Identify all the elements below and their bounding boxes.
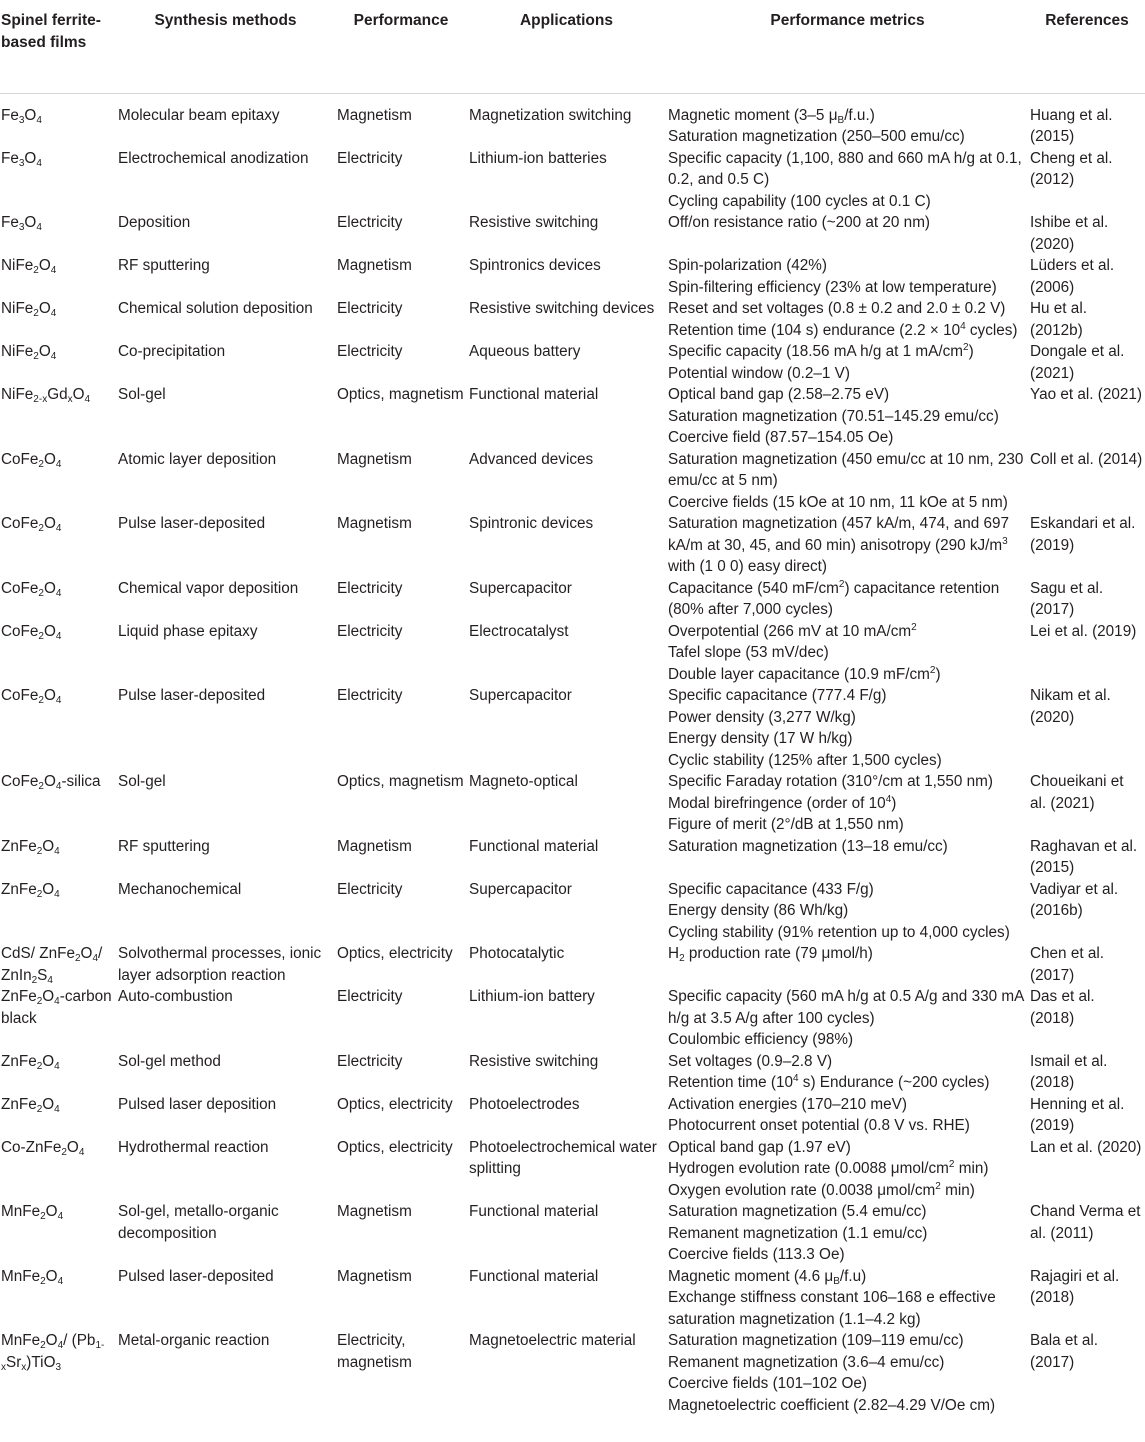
cell-synthesis-method: Sol-gel bbox=[118, 773, 166, 790]
cell-performance-metrics bbox=[666, 255, 1029, 298]
cell-application: Resistive switching bbox=[469, 1052, 599, 1070]
cell-film: $NiFe_{2-x}Gd_xO_4$ bbox=[1, 386, 91, 405]
metric-line: Energy density (86 Wh/kg) bbox=[668, 902, 849, 919]
cell-synthesis-method: Pulse laser-deposited bbox=[118, 687, 266, 704]
cell-performance-metrics bbox=[666, 771, 1029, 836]
cell-synthesis-method: Chemical solution deposition bbox=[118, 300, 313, 317]
cell-performance: Electricity bbox=[337, 622, 403, 640]
metric-line: Potential window (0.2–1 V) bbox=[668, 364, 850, 382]
cell-film: $Co-ZnFe_2O_4$ bbox=[1, 1138, 85, 1158]
cell-performance-metrics bbox=[666, 685, 1029, 771]
metric-line: Saturation magnetization (5.4 emu/cc) bbox=[668, 1203, 927, 1220]
cell-application: Aqueous battery bbox=[469, 343, 581, 360]
cell-performance: Electricity bbox=[337, 149, 403, 167]
cell-performance: Magnetism bbox=[337, 257, 412, 274]
cell-reference: Cheng et al. (2012) bbox=[1030, 149, 1113, 188]
metric-line: Overpotential (266 mV at 10 $mA/cm^2$ bbox=[668, 621, 917, 640]
table-row bbox=[0, 943, 1145, 986]
cell-performance-metrics bbox=[666, 1201, 1029, 1266]
table-row bbox=[0, 578, 1145, 621]
metric-line: Coercive fields (15 kOe at 10 nm, 11 kOe at 5 nm) bbox=[668, 493, 1008, 511]
metric-line: Specific capacity (560 mA h/g at 0.5 A/g and 330 mA h/g at 3.5 A/g after 100 cycles) bbox=[668, 988, 1024, 1027]
cell-film: $NiFe_2O_4$ bbox=[1, 300, 57, 319]
cell-performance-metrics bbox=[666, 513, 1029, 578]
header-performance-metrics: Performance metrics bbox=[666, 0, 1029, 93]
cell-performance: Electricity bbox=[337, 214, 403, 231]
cell-application: Supercapacitor bbox=[469, 687, 572, 704]
cell-synthesis-method: Metal-organic reaction bbox=[118, 1332, 270, 1349]
cell-reference: Sagu et al. (2017) bbox=[1030, 579, 1104, 618]
cell-reference: Henning et al. (2019) bbox=[1030, 1095, 1125, 1134]
metric-line: Cyclic stability (125% after 1,500 cycles) bbox=[668, 751, 942, 769]
metric-line: Figure of merit (2°/dB at 1,550 nm) bbox=[668, 816, 904, 833]
cell-performance-metrics bbox=[666, 986, 1029, 1051]
metric-line: Capacitance (540 $mF/cm^2$) capacitance retention (80% after 7,000 cycles) bbox=[668, 578, 1000, 618]
metric-line: Specific capacity (1,100, 880 and 660 mA h/g at 0.1, 0.2, and 0.5 C) bbox=[668, 149, 1022, 188]
metric-line: Activation energies (170–210 meV) bbox=[668, 1095, 907, 1113]
cell-synthesis-method: Chemical vapor deposition bbox=[118, 579, 299, 597]
cell-film: $CoFe_2O_4$ bbox=[1, 687, 62, 706]
cell-film: $CoFe_2O_4$ bbox=[1, 515, 62, 534]
cell-reference: Lei et al. (2019) bbox=[1030, 622, 1137, 640]
metric-line: Saturation magnetization (70.51–145.29 emu/cc) bbox=[668, 407, 999, 425]
cell-performance-metrics bbox=[666, 1330, 1029, 1416]
cell-reference: Chand Verma et al. (2011) bbox=[1030, 1203, 1141, 1242]
cell-performance-metrics bbox=[666, 298, 1029, 341]
table-row bbox=[0, 1330, 1145, 1416]
cell-performance: Electricity bbox=[337, 579, 403, 597]
cell-reference: Ishibe et al. (2020) bbox=[1030, 214, 1109, 253]
metric-line: Magnetoelectric coefficient (2.82–4.29 V/Oe cm) bbox=[668, 1396, 996, 1414]
cell-performance: Optics, electricity bbox=[337, 1095, 453, 1113]
cell-application: Supercapacitor bbox=[469, 579, 572, 597]
cell-performance-metrics bbox=[666, 341, 1029, 384]
cell-reference: Ismail et al. (2018) bbox=[1030, 1052, 1108, 1091]
table-body bbox=[0, 93, 1145, 1416]
cell-performance: Magnetism bbox=[337, 106, 412, 124]
cell-synthesis-method: Sol-gel method bbox=[118, 1052, 221, 1070]
table-row bbox=[0, 836, 1145, 879]
cell-film: $ZnFe_2O_4$ bbox=[1, 880, 60, 900]
cell-performance: Electricity bbox=[337, 687, 403, 704]
metric-line: Magnetic moment (3–5 $\mu_B/f.u$.) bbox=[668, 106, 875, 126]
header-references: References bbox=[1029, 0, 1145, 93]
cell-performance: Electricity bbox=[337, 988, 403, 1005]
metric-line: Saturation magnetization (250–500 emu/cc) bbox=[668, 128, 965, 145]
table-row bbox=[0, 212, 1145, 255]
metric-line: Cycling capability (100 cycles at 0.1 C) bbox=[668, 192, 931, 210]
metric-line: Power density (3,277 W/kg) bbox=[668, 708, 856, 726]
cell-synthesis-method: Mechanochemical bbox=[118, 880, 242, 898]
metric-line: Specific capacitance (433 F/g) bbox=[668, 880, 874, 898]
table-header bbox=[0, 0, 1145, 93]
cell-reference: Yao et al. (2021) bbox=[1030, 386, 1142, 403]
cell-reference: Raghavan et al. (2015) bbox=[1030, 837, 1138, 876]
table-row bbox=[0, 148, 1145, 213]
cell-performance: Optics, magnetism bbox=[337, 773, 464, 790]
cell-performance: Electricity bbox=[337, 300, 403, 317]
header-films: Spinel ferrite-based films bbox=[0, 0, 116, 93]
cell-performance-metrics bbox=[666, 836, 1029, 879]
cell-performance-metrics bbox=[666, 148, 1029, 213]
header-row bbox=[0, 0, 1145, 93]
metric-line: Photocurrent onset potential (0.8 V vs. RHE) bbox=[668, 1117, 970, 1134]
cell-performance-metrics bbox=[666, 449, 1029, 514]
cell-reference: Hu et al. (2012b) bbox=[1030, 300, 1087, 339]
cell-film: $CoFe_2O_4$-silica bbox=[1, 773, 101, 792]
cell-performance: Optics, electricity bbox=[337, 1138, 453, 1156]
cell-synthesis-method: Pulsed laser deposition bbox=[118, 1095, 277, 1113]
cell-film: $CoFe_2O_4$ bbox=[1, 450, 62, 470]
cell-application: Resistive switching devices bbox=[469, 300, 655, 317]
table-row bbox=[0, 685, 1145, 771]
cell-reference: Huang et al. (2015) bbox=[1030, 106, 1113, 145]
cell-application: Functional material bbox=[469, 386, 599, 403]
cell-performance: Electricity bbox=[337, 343, 403, 360]
cell-performance: Electricity bbox=[337, 880, 403, 898]
table-row bbox=[0, 93, 1145, 148]
metric-line: Retention time (104 s) endurance ($2.2 \times 10^4$ cycles) bbox=[668, 320, 1018, 339]
cell-synthesis-method: Pulsed laser-deposited bbox=[118, 1267, 274, 1285]
cell-reference: Rajagiri et al. (2018) bbox=[1030, 1267, 1120, 1306]
metric-line: Tafel slope (53 mV/dec) bbox=[668, 644, 829, 661]
cell-performance-metrics bbox=[666, 1051, 1029, 1094]
table-row bbox=[0, 298, 1145, 341]
table-row bbox=[0, 384, 1145, 449]
cell-reference: Lan et al. (2020) bbox=[1030, 1138, 1142, 1156]
cell-synthesis-method: Deposition bbox=[118, 214, 191, 231]
cell-reference: Coll et al. (2014) bbox=[1030, 450, 1143, 468]
cell-film: $MnFe_2O_4$ bbox=[1, 1203, 64, 1222]
cell-performance-metrics bbox=[666, 578, 1029, 621]
cell-application: Photoelectrodes bbox=[469, 1095, 580, 1113]
metric-line: Retention time ($10^4$ s) Endurance (~200 cycles) bbox=[668, 1073, 990, 1091]
metric-line: Saturation magnetization (457 kA/m, 474, and 697 kA/m at 30, 45, and 60 min) anisotropy (290 $kJ/m^3$ with (1 0 0) easy direct) bbox=[668, 515, 1009, 575]
cell-film: $ZnFe_2O_4$ bbox=[1, 1095, 60, 1115]
cell-film: CdS/ $ZnFe_2O_4/$ $ZnIn_2S_4$ bbox=[1, 945, 103, 986]
table-row bbox=[0, 513, 1145, 578]
metric-line: Coercive fields (113.3 Oe) bbox=[668, 1246, 845, 1263]
cell-synthesis-method: RF sputtering bbox=[118, 837, 210, 855]
cell-synthesis-method: Co-precipitation bbox=[118, 343, 226, 360]
table-row bbox=[0, 1051, 1145, 1094]
cell-performance: Optics, electricity bbox=[337, 945, 453, 962]
cell-application: Magnetoelectric material bbox=[469, 1332, 636, 1349]
cell-application: Functional material bbox=[469, 1203, 599, 1220]
cell-film: $NiFe_2O_4$ bbox=[1, 257, 57, 276]
metric-line: Optical band gap (1.97 eV) bbox=[668, 1138, 851, 1156]
cell-reference: Dongale et al. (2021) bbox=[1030, 343, 1125, 382]
cell-application: Advanced devices bbox=[469, 450, 594, 468]
metric-line: Remanent magnetization (3.6–4 emu/cc) bbox=[668, 1353, 945, 1371]
cell-reference: Chen et al. (2017) bbox=[1030, 945, 1104, 984]
metric-line: Cycling stability (91% retention up to 4,000 cycles) bbox=[668, 923, 1010, 941]
cell-application: Functional material bbox=[469, 837, 599, 855]
cell-film: $MnFe_2O_4/$ $(Pb_{1-x}Sr_x)TiO_3$ bbox=[1, 1332, 105, 1373]
cell-application: Supercapacitor bbox=[469, 880, 572, 898]
cell-performance: Magnetism bbox=[337, 450, 412, 468]
cell-synthesis-method: Solvothermal processes, ionic layer adsorption reaction bbox=[118, 945, 322, 984]
cell-synthesis-method: Atomic layer deposition bbox=[118, 450, 277, 468]
cell-application: Electrocatalyst bbox=[469, 622, 569, 640]
metric-line: Reset and set voltages (0.8 ± 0.2 and 2.0 ± 0.2 V) bbox=[668, 300, 1006, 317]
metric-line: Specific capacity (18.56 mA h/g at 1 $mA/cm^2$) bbox=[668, 342, 974, 360]
metric-line: Exchange stiffness constant 106–168 e effective saturation magnetization (1.1–4.2 kg) bbox=[668, 1289, 996, 1328]
cell-film: $ZnFe_2O_4$ bbox=[1, 1052, 60, 1072]
cell-film: $Fe_3O_4$ bbox=[1, 149, 42, 169]
cell-performance-metrics bbox=[666, 93, 1029, 148]
metric-line: Magnetic moment (4.6 $\mu_B/f.u$) bbox=[668, 1267, 867, 1287]
metric-line: Remanent magnetization (1.1 emu/cc) bbox=[668, 1224, 928, 1242]
metric-line: Coercive fields (101–102 Oe) bbox=[668, 1375, 867, 1392]
cell-performance: Magnetism bbox=[337, 837, 412, 855]
cell-performance-metrics bbox=[666, 1266, 1029, 1331]
table-row bbox=[0, 341, 1145, 384]
cell-reference: Bala et al. (2017) bbox=[1030, 1332, 1099, 1371]
cell-performance-metrics bbox=[666, 943, 1029, 986]
metric-line: Spin-polarization (42%) bbox=[668, 257, 827, 274]
metric-line: Set voltages (0.9–2.8 V) bbox=[668, 1052, 833, 1070]
cell-reference: Eskandari et al. (2019) bbox=[1030, 515, 1136, 554]
table-row bbox=[0, 449, 1145, 514]
table-row bbox=[0, 879, 1145, 944]
metric-line: Specific Faraday rotation (310°/cm at 1,550 nm) bbox=[668, 773, 993, 790]
cell-application: Resistive switching bbox=[469, 214, 599, 231]
cell-film: $Fe_3O_4$ bbox=[1, 106, 42, 126]
metric-line: Saturation magnetization (450 emu/cc at 10 nm, 230 emu/cc at 5 nm) bbox=[668, 450, 1024, 489]
metric-line: Spin-filtering efficiency (23% at low temperature) bbox=[668, 278, 997, 296]
cell-synthesis-method: Electrochemical anodization bbox=[118, 149, 309, 167]
metric-line: Saturation magnetization (13–18 emu/cc) bbox=[668, 837, 948, 855]
cell-application: Lithium-ion battery bbox=[469, 988, 595, 1005]
table-row bbox=[0, 1266, 1145, 1331]
metric-line: Specific capacitance (777.4 F/g) bbox=[668, 687, 887, 704]
header-synthesis-methods: Synthesis methods bbox=[116, 0, 335, 93]
table-row bbox=[0, 1137, 1145, 1202]
table-row bbox=[0, 1201, 1145, 1266]
metric-line: Oxygen evolution rate (0.0038 μmol/$cm^2$ min) bbox=[668, 1180, 975, 1199]
metric-line: Hydrogen evolution rate (0.0088 μmol/$cm^2$ min) bbox=[668, 1159, 989, 1177]
table-row bbox=[0, 621, 1145, 686]
table-row bbox=[0, 986, 1145, 1051]
cell-synthesis-method: Hydrothermal reaction bbox=[118, 1138, 269, 1156]
cell-performance: Magnetism bbox=[337, 1267, 412, 1285]
cell-reference: Choueikani et al. (2021) bbox=[1030, 773, 1124, 812]
cell-reference: Nikam et al. (2020) bbox=[1030, 687, 1111, 726]
cell-performance: Optics, magnetism bbox=[337, 386, 464, 403]
cell-synthesis-method: RF sputtering bbox=[118, 257, 210, 274]
header-performance: Performance bbox=[335, 0, 467, 93]
cell-application: Spintronics devices bbox=[469, 257, 601, 274]
metric-line: Coulombic efficiency (98%) bbox=[668, 1031, 854, 1048]
cell-film: $CoFe_2O_4$ bbox=[1, 579, 62, 599]
cell-film: $NiFe_2O_4$ bbox=[1, 343, 57, 362]
cell-synthesis-method: Pulse laser-deposited bbox=[118, 515, 266, 532]
cell-application: Magnetization switching bbox=[469, 106, 632, 124]
cell-film: $Fe_3O_4$ bbox=[1, 214, 42, 233]
cell-film: $CoFe_2O_4$ bbox=[1, 622, 62, 642]
cell-reference: Das et al. (2018) bbox=[1030, 988, 1095, 1027]
cell-application: Photocatalytic bbox=[469, 945, 565, 962]
cell-reference: Vadiyar et al. (2016b) bbox=[1030, 880, 1119, 919]
cell-reference: Lüders et al. (2006) bbox=[1030, 257, 1115, 296]
cell-film: $ZnFe_2O_4$ bbox=[1, 837, 60, 857]
cell-performance-metrics bbox=[666, 384, 1029, 449]
cell-film: $ZnFe_2O_4$-carbon black bbox=[1, 988, 112, 1027]
cell-performance-metrics bbox=[666, 212, 1029, 255]
cell-synthesis-method: Sol-gel bbox=[118, 386, 166, 403]
cell-performance: Magnetism bbox=[337, 1203, 412, 1220]
cell-performance-metrics bbox=[666, 1137, 1029, 1202]
cell-performance: Magnetism bbox=[337, 515, 412, 532]
cell-application: Magneto-optical bbox=[469, 773, 578, 790]
header-applications: Applications bbox=[467, 0, 666, 93]
metric-line: $H_2$ production rate (79 μmol/h) bbox=[668, 945, 873, 964]
metric-line: Optical band gap (2.58–2.75 eV) bbox=[668, 386, 890, 403]
cell-performance: Electricity, magnetism bbox=[337, 1332, 412, 1371]
metric-line: Saturation magnetization (109–119 emu/cc) bbox=[668, 1332, 964, 1349]
cell-synthesis-method: Liquid phase epitaxy bbox=[118, 622, 258, 640]
table-row bbox=[0, 771, 1145, 836]
metric-line: Double layer capacitance (10.9 $mF/cm^2$) bbox=[668, 664, 941, 683]
table-row bbox=[0, 255, 1145, 298]
cell-performance-metrics bbox=[666, 1094, 1029, 1137]
cell-film: $MnFe_2O_4$ bbox=[1, 1267, 64, 1287]
cell-application: Photoelectrochemical water splitting bbox=[469, 1138, 657, 1177]
metric-line: Coercive field (87.57–154.05 Oe) bbox=[668, 429, 894, 446]
cell-synthesis-method: Molecular beam epitaxy bbox=[118, 106, 280, 124]
cell-performance-metrics bbox=[666, 879, 1029, 944]
metric-line: Modal birefringence (order of $10^4$) bbox=[668, 793, 897, 812]
cell-synthesis-method: Auto-combustion bbox=[118, 988, 233, 1005]
metric-line: Energy density (17 W h/kg) bbox=[668, 730, 853, 747]
cell-application: Spintronic devices bbox=[469, 515, 594, 532]
cell-application: Functional material bbox=[469, 1267, 599, 1285]
cell-synthesis-method: Sol-gel, metallo-organic decomposition bbox=[118, 1203, 279, 1242]
cell-application: Lithium-ion batteries bbox=[469, 149, 607, 167]
cell-performance-metrics bbox=[666, 621, 1029, 686]
metric-line: Off/on resistance ratio (~200 at 20 nm) bbox=[668, 214, 931, 231]
table-row bbox=[0, 1094, 1145, 1137]
cell-performance: Electricity bbox=[337, 1052, 403, 1070]
